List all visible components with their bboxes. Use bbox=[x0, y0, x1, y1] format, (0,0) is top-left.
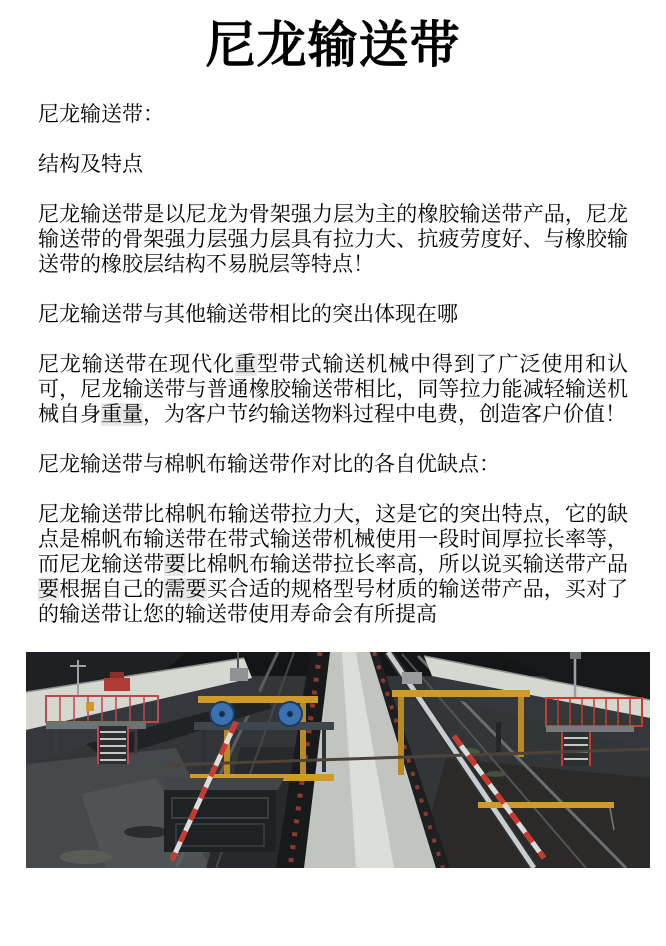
text-segment: 尼龙输送带是以尼龙为骨架强力层为主的橡胶输送带产品，尼龙输送带的骨架强力层强力层具有拉力大、抗疲劳度好、与橡胶输送带的橡胶层结构不易脱层等特点！ bbox=[38, 203, 628, 276]
text-segment: 尼龙输送带： bbox=[38, 103, 164, 126]
page bbox=[0, 16, 666, 946]
text-segment: 尼龙输送带与棉帆布输送带作对比的各自优缺点： bbox=[38, 453, 500, 476]
highlighted-keyword: 重量 bbox=[101, 403, 143, 426]
text-segment: 结构及特点 bbox=[38, 153, 143, 176]
paragraph bbox=[38, 302, 628, 327]
text-segment: 比棉帆布输送带拉长率高，所以说买输送带产品 bbox=[185, 553, 629, 576]
left-platform-stairs bbox=[98, 726, 128, 764]
conveyor-photo bbox=[26, 652, 650, 868]
paragraph bbox=[38, 152, 628, 177]
text-segment: ，为客户节约输送物料过程中电费，创造客户价值！ bbox=[143, 403, 626, 426]
text-segment: 尼龙输送带在现代化 bbox=[38, 353, 235, 376]
paragraph bbox=[38, 202, 628, 277]
text-segment: 尼龙输送带与其他输送带相比的突出体现在哪 bbox=[38, 303, 458, 326]
highlighted-keyword: 重 bbox=[234, 353, 257, 376]
conveyor-photo-illustration bbox=[26, 652, 650, 868]
page-title: 尼龙输送带 bbox=[205, 17, 461, 73]
paragraph bbox=[38, 352, 628, 427]
highlighted-keyword: 要 bbox=[164, 553, 186, 576]
text-segment: 买合适的规格型号材质的输送带产品，买对了的输送带让您的输送带使用寿命会有所提高 bbox=[38, 578, 629, 626]
paragraph bbox=[38, 102, 628, 127]
article bbox=[0, 102, 666, 627]
highlighted-keyword: 要 bbox=[38, 578, 60, 601]
text-segment: 尼龙输送带比棉帆布输送带拉力大，这是它的突出特点，它的缺点是棉帆布输送带在带式输送带机械使用一段时间厚拉长率等，而尼龙输送带 bbox=[38, 503, 628, 576]
text-segment: 根据自己的 bbox=[59, 578, 165, 601]
highlighted-keyword: 需要 bbox=[164, 578, 207, 601]
paragraph bbox=[38, 502, 628, 627]
text-segment: 型带式输送机械中得到了广泛使用和认可，尼龙输送带与普通橡胶输送带相比，同等拉力能减轻输送机械自身 bbox=[38, 353, 629, 426]
paragraph bbox=[38, 452, 628, 477]
